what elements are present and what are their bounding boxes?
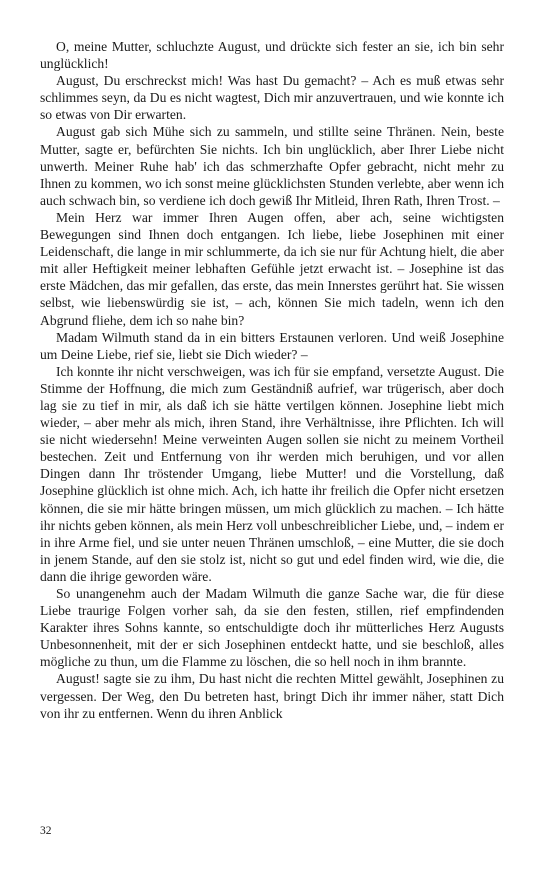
paragraph: O, meine Mutter, schluchzte August, und drückte sich fester an sie, ich bin sehr unglücklich! [40,39,504,72]
paragraph: Madam Wilmuth stand da in ein bitters Erstaunen verloren. Und weiß Josephine um Deine Liebe, rief sie, liebt sie Dich wieder? – [40,329,504,362]
paragraph: Ich konnte ihr nicht verschweigen, was ich für sie empfand, versetzte August. Die Stimme der Hoffnung, die mich zum Geständniß aufrief, war trügerisch, aber doch lag sie zu tief in mir, als daß ich sie hätte vertilgen können. Josephine liebt mich wieder, – aber mehr als mich, ihren Stand, ihre Verhältnisse, ihre Pflichten. Ich will sie nicht wiedersehn! Meine verweinten Augen sollen sie nicht zu meinem Vortheil bestechen. Zeit und Entfernung von ihr werden mich beruhigen, und vor allen Dingen dann Ihr tröstender Umgang, liebe Mutter! und die Vorstellung, daß Josephine glücklich ist ohne mich. Ach, ich hatte ihr freilich die Opfer nicht ersetzen können, die sie mir hätte bringen müssen, um mich glücklich zu machen. – Ich hätte ihr nichts geben können, als mein Herz voll unbeschreiblicher Liebe, und, – indem er in ihre Arme fiel, und sie unter neuen Thränen umschloß, – eine Mutter, die sie doch in jenem Stande, auf den sie stolz ist, nicht so gut und edel finden wird, wie die, die dann die ihrige geworden wäre. [40,363,504,584]
paragraph: August gab sich Mühe sich zu sammeln, und stillte seine Thränen. Nein, beste Mutter, sagte er, befürchten Sie nichts. Ich bin unglücklich, aber Ihrer Liebe nicht unwerth. Meiner Ruhe hab' ich das schmerzhafte Opfer gebracht, nicht mehr zu Ihnen zu kommen, wo ich sonst meine glücklichsten Stunden verlebte, aber wenn ich auch schwach bin, so verdiene ich doch gewiß Ihr Mitleid, Ihren Rath, Ihren Trost. – [40,124,504,208]
body-text [40,38,504,722]
paragraph: August, Du erschreckst mich! Was hast Du gemacht? – Ach es muß etwas sehr schlimmes seyn, da Du es nicht wagtest, Dich mir anzuvertrauen, und wie konnte ich so etwas von Dir erwarten. [40,73,504,123]
paragraph: So unangenehm auch der Madam Wilmuth die ganze Sache war, die für diese Liebe traurige Folgen vorher sah, da sie den festen, stillen, rief empfindenden Karakter ihres Sohns kannte, so entschuldigte doch ihr mütterliches Herz Augusts Unbesonnenheit, mit der er sich Josephinen entdeckt hatte, und sie beschloß, alles mögliche zu thun, um die Flamme zu löschen, die so hell noch in ihm brannte. [40,586,504,670]
page-number: 32 [40,825,52,837]
paragraph: August! sagte sie zu ihm, Du hast nicht die rechten Mittel gewählt, Josephinen zu vergessen. Der Weg, den Du betreten hast, bringt Dich ihr immer näher, statt Dich von ihr zu entfernen. Wenn du ihren Anblick [40,671,504,721]
paragraph: Mein Herz war immer Ihren Augen offen, aber ach, seine wichtigsten Bewegungen sind Ihnen doch entgangen. Ich liebe, liebe Josephinen mit einer Leidenschaft, die lange in mir schlummerte, da ich sie nur für Achtung hielt, die aber mit aller Heftigkeit meiner lebhaften Gefühle jetzt erwacht ist. – Josephine ist das erste Mädchen, das mir gefallen, das erste, das mein Innerstes gerührt hat. Sie wissen selbst, wie liebenswürdig sie ist, – ach, können Sie mich tadeln, wenn ich den Abgrund fliehe, dem ich so nahe bin? [40,209,504,328]
